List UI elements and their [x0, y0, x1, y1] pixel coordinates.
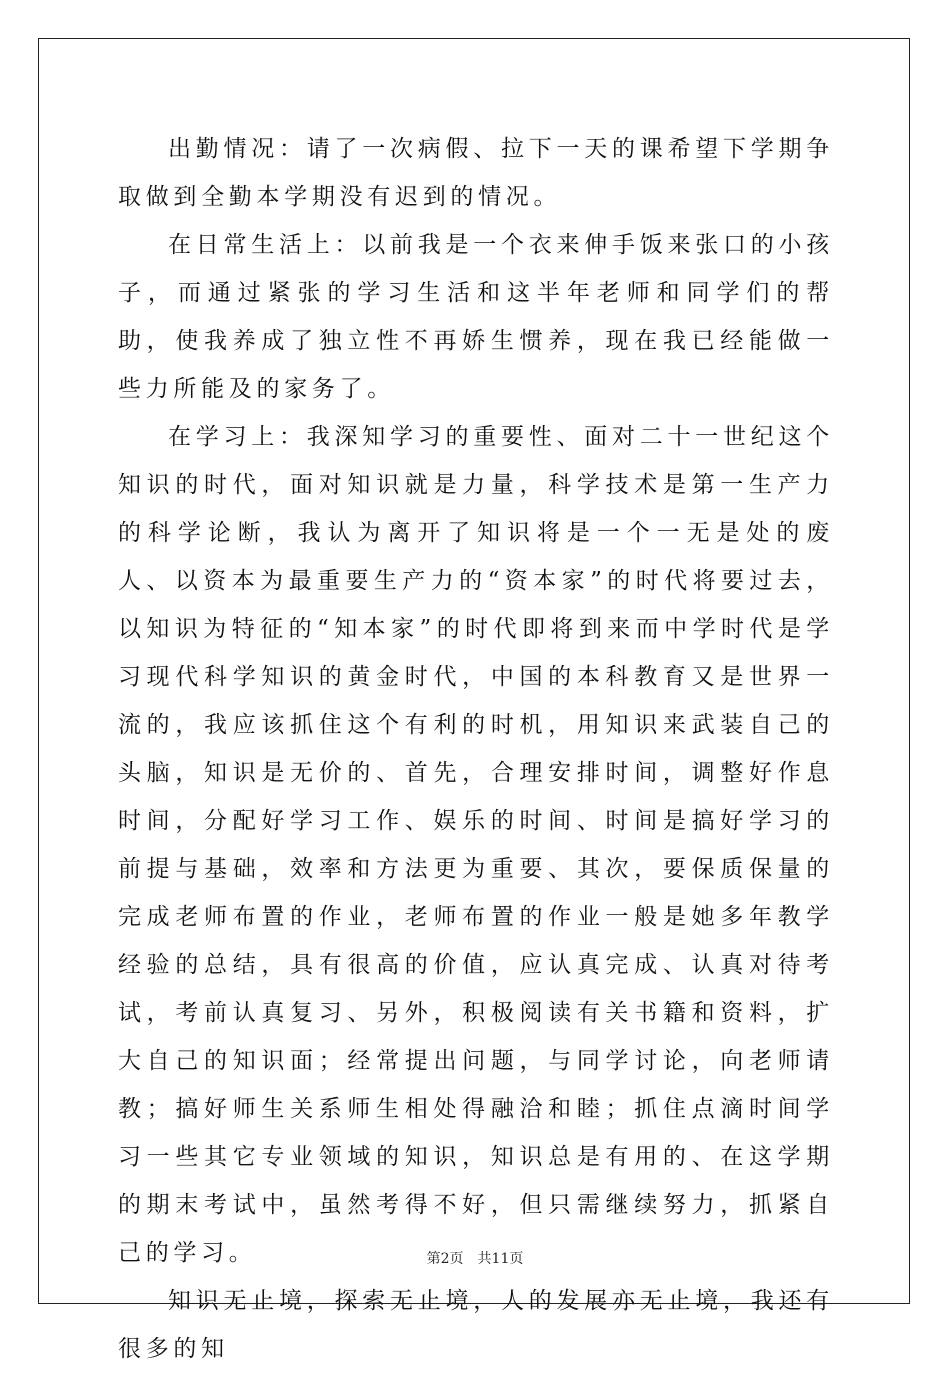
page-total: 共11页 — [477, 1251, 524, 1267]
paragraph-knowledge: 知识无止境，探索无止境，人的发展亦无止境，我还有很多的知 — [118, 1288, 834, 1362]
paragraph-study: 在学习上：我深知学习的重要性、面对二十一世纪这个知识的时代，面对知识就是力量，科学技术是第一生产力的科学论断，我认为离开了知识将是一个一无是处的废人、以资本为最重要生产力的“资本家”的时代将要过去，以知识为特征的“知本家”的时代即将到来而中学时代是学习现代科学知识的黄金时代，中国的本科教育又是世界一流的，我应该抓住这个有利的时机，用知识来武装自己的头脑，知识是无价的、首先，合理安排时间，调整好作息时间，分配好学习工作、娱乐的时间、时间是搞好学习的前提与基础，效率和方法更为重要、其次，要保质保量的完成老师布置的作业，老师布置的作业一般是她多年教学经验的总结，具有很高的价值，应认真完成、认真对待考试，考前认真复习、另外，积极阅读有关书籍和资料，扩大自己的知识面；经常提出问题，与同学讨论，向老师请教；搞好师生关系师生相处得融洽和睦；抓住点滴时间学习一些其它专业领域的知识，知识总是有用的、在这学期的期末考试中，虽然考得不好，但只需继续努力，抓紧自己的学习。 — [118, 424, 834, 1266]
page-number: 第2页 — [426, 1251, 464, 1267]
paragraph-attendance: 出勤情况：请了一次病假、拉下一天的课希望下学期争取做到全勤本学期没有迟到的情况。 — [118, 136, 834, 210]
document-body — [118, 125, 834, 1373]
paragraph-daily-life: 在日常生活上：以前我是一个衣来伸手饭来张口的小孩子，而通过紧张的学习生活和这半年老师和同学们的帮助，使我养成了独立性不再娇生惯养，现在我已经能做一些力所能及的家务了。 — [118, 232, 834, 402]
page-footer — [0, 1248, 950, 1268]
